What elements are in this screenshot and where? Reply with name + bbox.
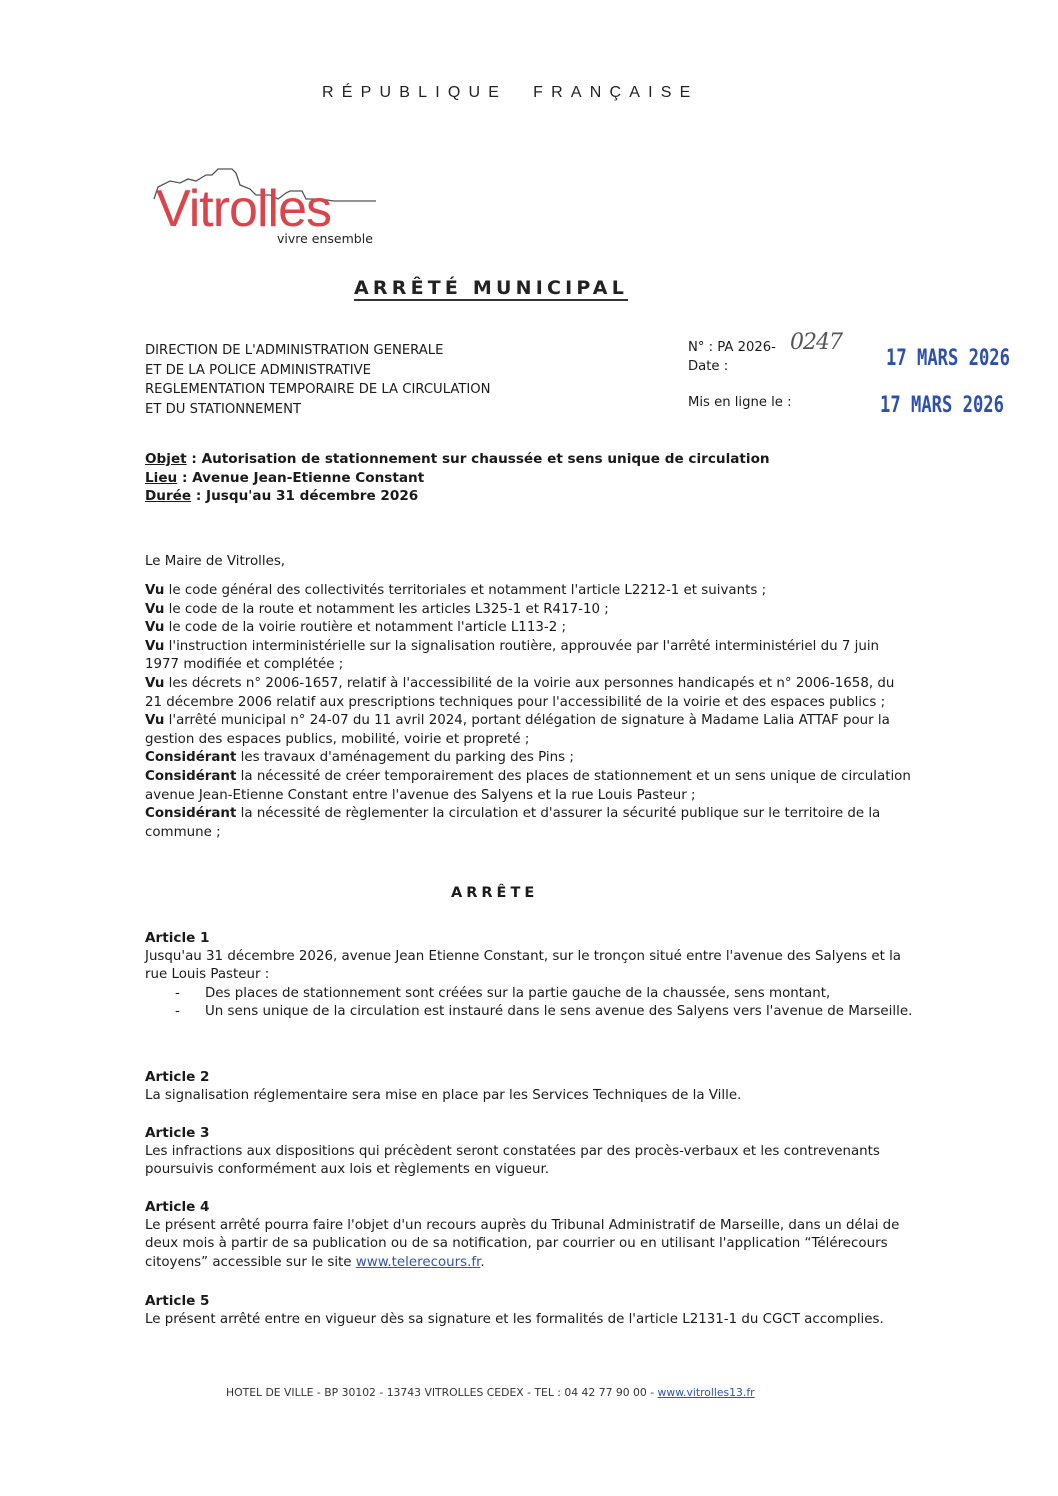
article-1-list	[145, 985, 915, 1022]
duree-label: Durée	[145, 488, 192, 504]
article-2	[145, 1068, 915, 1105]
reference-number-label: N° : PA 2026-	[688, 340, 776, 355]
article-text: Les infractions aux dispositions qui précèdent seront constatées par des procès-verbaux et les contrevenants poursuivis conformément aux lois et règlements en vigueur.	[145, 1143, 880, 1178]
handwritten-number: 0247	[790, 330, 842, 355]
telerecours-link[interactable]: www.telerecours.fr	[355, 1254, 481, 1270]
article-title: Article 4	[145, 1199, 210, 1215]
consideration-item: Vu l'arrêté municipal n° 24-07 du 11 avril 2024, portant délégation de signature à Madame Lalia ATTAF pour la gestion des espaces publics, mobilité, voirie et propreté ;	[145, 713, 890, 747]
francaise-word: FRANÇAISE	[533, 84, 699, 101]
lieu-label: Lieu	[145, 469, 178, 486]
article-title: Article 1	[145, 930, 210, 946]
vitrolles-logo	[150, 165, 410, 250]
reference-block	[688, 338, 776, 376]
article-text: Le présent arrêté pourra faire l'objet d'un recours auprès du Tribunal Administratif de Marseille, dans un délai de deux mois à partir de sa publication ou de sa notification, par courrier ou en utilisant l'application “Télérecours citoyens” accessible sur le site www.telerecours.fr.	[145, 1217, 900, 1270]
list-item: - Un sens unique de la circulation est instauré dans le sens avenue des Salyens vers l'avenue de Marseille.	[145, 1003, 915, 1022]
consideration-item: Vu le code général des collectivités territoriales et notamment l'article L2212-1 et suivants ;	[145, 583, 767, 598]
consideration-item: Considérant les travaux d'aménagement du parking des Pins ;	[145, 750, 574, 766]
date-stamp: 17 MARS 2026	[886, 346, 1010, 371]
document-title: ARRÊTÉ MUNICIPAL	[354, 277, 629, 299]
consideration-item: Vu les décrets n° 2006-1657, relatif à l'accessibilité de la voirie aux personnes handicapés et n° 2006-1658, du 21 décembre 2006 relatif aux prescriptions techniques pour l'accessibilité de la voirie et des espaces publics ;	[145, 675, 895, 710]
article-3	[145, 1124, 915, 1180]
article-text: La signalisation réglementaire sera mise en place par les Services Techniques de la Ville.	[145, 1087, 742, 1103]
objet-value: : Autorisation de stationnement sur chaussée et sens unique de circulation	[186, 451, 770, 467]
department-line: REGLEMENTATION TEMPORAIRE DE LA CIRCULATION	[145, 382, 491, 397]
article-5	[145, 1292, 915, 1329]
footer-address: HOTEL DE VILLE - BP 30102 - 13743 VITROLLES CEDEX - TEL : 04 42 77 90 00 -	[226, 1386, 658, 1399]
considerations-list	[145, 582, 915, 842]
subject-block	[145, 450, 770, 506]
consideration-item: Considérant la nécessité de créer temporairement des places de stationnement et un sens unique de circulation avenue Jean-Etienne Constant entre l'avenue des Salyens et la rue Louis Pasteur ;	[145, 768, 911, 803]
duree-value: : Jusqu'au 31 décembre 2026	[191, 488, 419, 504]
online-label: Mis en ligne le :	[688, 395, 792, 410]
department-line: ET DU STATIONNEMENT	[145, 401, 301, 417]
republique-word: RÉPUBLIQUE	[322, 84, 508, 101]
department-block	[145, 341, 491, 419]
article-1	[145, 929, 915, 1022]
date-label: Date :	[688, 359, 729, 374]
duree-line	[145, 487, 770, 506]
article-title: Article 2	[145, 1069, 210, 1085]
article-title: Article 3	[145, 1125, 210, 1141]
website-link[interactable]: www.vitrolles13.fr	[657, 1386, 755, 1399]
department-line: DIRECTION DE L'ADMINISTRATION GENERALE	[145, 343, 444, 358]
objet-line	[145, 450, 770, 469]
footer	[226, 1386, 755, 1399]
maire-line: Le Maire de Vitrolles,	[145, 554, 286, 569]
lieu-line	[145, 469, 770, 488]
online-date-stamp: 17 MARS 2026	[880, 393, 1004, 418]
arrete-heading: ARRÊTE	[451, 885, 539, 901]
consideration-item: Vu l'instruction interministérielle sur la signalisation routière, approuvée par l'arrêté interministériel du 7 juin 1977 modifiée et complétée ;	[145, 638, 880, 673]
article-4	[145, 1198, 915, 1272]
article-title: Article 5	[145, 1293, 210, 1309]
consideration-item: Vu le code de la voirie routière et notamment l'article L113-2 ;	[145, 620, 566, 636]
article-text: Jusqu'au 31 décembre 2026, avenue Jean Etienne Constant, sur le tronçon situé entre l'avenue des Salyens et la rue Louis Pasteur :	[145, 948, 902, 983]
consideration-item: Considérant la nécessité de règlementer la circulation et d'assurer la sécurité publique sur le territoire de la commune ;	[145, 806, 881, 840]
lieu-value: : Avenue Jean-Etienne Constant	[177, 469, 425, 486]
department-line: ET DE LA POLICE ADMINISTRATIVE	[145, 362, 371, 378]
republique-francaise-header	[322, 84, 699, 102]
logo-wordmark: Vitrolles	[156, 180, 332, 238]
article-text: Le présent arrêté entre en vigueur dès sa signature et les formalités de l'article L2131-1 du CGCT accomplies.	[145, 1311, 884, 1327]
logo-tagline: vivre ensemble	[277, 231, 373, 246]
objet-label: Objet	[145, 451, 187, 467]
list-item: - Des places de stationnement sont créées sur la partie gauche de la chaussée, sens montant,	[145, 985, 915, 1004]
consideration-item: Vu le code de la route et notamment les articles L325-1 et R417-10 ;	[145, 601, 609, 617]
